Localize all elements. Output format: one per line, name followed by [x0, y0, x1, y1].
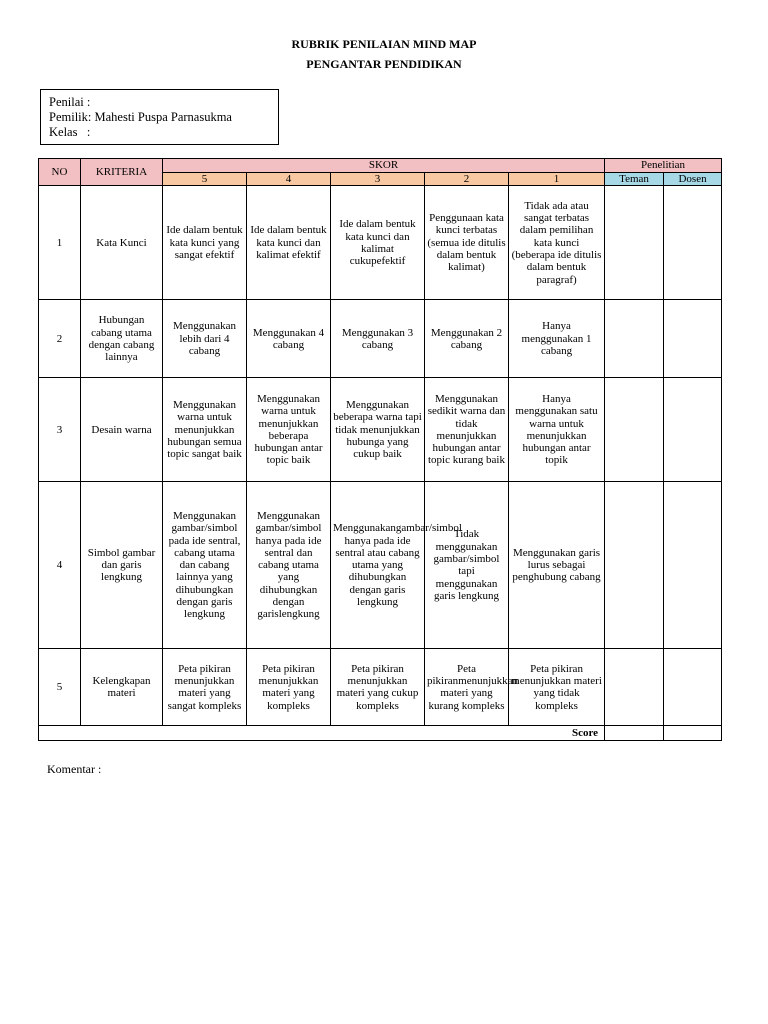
- cell-score-1: Hanya menggunakan 1 cabang: [509, 300, 605, 378]
- cell-score-5: Menggunakan lebih dari 4 cabang: [163, 300, 247, 378]
- row-kriteria: Simbol gambar dan garis lengkung: [81, 482, 163, 649]
- document-subtitle: PENGANTAR PENDIDIKAN: [306, 57, 462, 71]
- cell-dosen[interactable]: [664, 482, 722, 649]
- header-score-1: 1: [509, 173, 605, 186]
- row-no: 4: [39, 482, 81, 649]
- cell-dosen[interactable]: [664, 649, 722, 726]
- score-dosen[interactable]: [664, 726, 722, 741]
- cell-score-1: Tidak ada atau sangat terbatas dalam pemilihan kata kunci (beberapa ide ditulis dalam bentuk paragraf): [509, 186, 605, 300]
- header-no: NO: [39, 159, 81, 186]
- cell-score-2: Menggunakan sedikit warna dan tidak menunjukkan hubungan antar topic kurang baik: [425, 378, 509, 482]
- cell-score-1: Hanya menggunakan satu warna untuk menunjukkan hubungan antar topik: [509, 378, 605, 482]
- cell-teman[interactable]: [605, 482, 664, 649]
- header-score-2: 2: [425, 173, 509, 186]
- cell-score-3: Menggunakan 3 cabang: [331, 300, 425, 378]
- rubric-table: [38, 158, 722, 741]
- cell-score-5: Menggunakan gambar/simbol pada ide sentral, cabang utama dan cabang lainnya yang dihubungkan dengan garis lengkung: [163, 482, 247, 649]
- row-no: 2: [39, 300, 81, 378]
- row-no: 3: [39, 378, 81, 482]
- cell-score-2: Penggunaan kata kunci terbatas (semua ide ditulis dalam bentuk kalimat): [425, 186, 509, 300]
- score-row: [39, 726, 722, 741]
- cell-score-5: Menggunakan warna untuk menunjukkan hubungan semua topic sangat baik: [163, 378, 247, 482]
- cell-score-2: Menggunakan 2 cabang: [425, 300, 509, 378]
- cell-score-4: Menggunakan warna untuk menunjukkan beberapa hubungan antar topic baik: [247, 378, 331, 482]
- header-kriteria: KRITERIA: [81, 159, 163, 186]
- row-no: 5: [39, 649, 81, 726]
- cell-score-4: Menggunakan 4 cabang: [247, 300, 331, 378]
- cell-score-1: Peta pikiran menunjukkan materi yang tidak kompleks: [509, 649, 605, 726]
- header-score-5: 5: [163, 173, 247, 186]
- cell-score-3: Menggunakan beberapa warna tapi tidak menunjukkan hubunga yang cukup baik: [331, 378, 425, 482]
- pemilik-line: Pemilik: Mahesti Puspa Parnasukma: [49, 110, 232, 124]
- cell-dosen[interactable]: [664, 186, 722, 300]
- header-dosen: Dosen: [664, 173, 722, 186]
- table-row: [39, 378, 722, 482]
- table-row: [39, 186, 722, 300]
- cell-teman[interactable]: [605, 186, 664, 300]
- cell-score-2: Peta pikiranmenunjukkan materi yang kurang kompleks: [425, 649, 509, 726]
- row-kriteria: Kata Kunci: [81, 186, 163, 300]
- cell-dosen[interactable]: [664, 378, 722, 482]
- cell-score-1: Menggunakan garis lurus sebagai penghubung cabang: [509, 482, 605, 649]
- table-row: [39, 649, 722, 726]
- header-score-3: 3: [331, 173, 425, 186]
- header-score-4: 4: [247, 173, 331, 186]
- table-row: [39, 300, 722, 378]
- cell-teman[interactable]: [605, 649, 664, 726]
- cell-score-4: Ide dalam bentuk kata kunci dan kalimat efektif: [247, 186, 331, 300]
- cell-teman[interactable]: [605, 300, 664, 378]
- row-no: 1: [39, 186, 81, 300]
- cell-dosen[interactable]: [664, 300, 722, 378]
- cell-score-2: Tidak menggunakan gambar/simbol tapi menggunakan garis lengkung: [425, 482, 509, 649]
- cell-score-3: Menggunakangambar/simbol hanya pada ide sentral atau cabang utama yang dihubungkan dengan garis lengkung: [331, 482, 425, 649]
- row-kriteria: Hubungan cabang utama dengan cabang lainnya: [81, 300, 163, 378]
- header-penelitian: Penelitian: [605, 159, 722, 173]
- row-kriteria: Kelengkapan materi: [81, 649, 163, 726]
- document-title: RUBRIK PENILAIAN MIND MAP: [291, 37, 477, 51]
- score-label: Score: [39, 726, 605, 741]
- penilai-line: Penilai :: [49, 95, 91, 109]
- table-row: [39, 482, 722, 649]
- cell-score-4: Menggunakan gambar/simbol hanya pada ide sentral dan cabang utama yang dihubungkan dengan garislengkung: [247, 482, 331, 649]
- header-teman: Teman: [605, 173, 664, 186]
- kelas-line: Kelas :: [49, 125, 91, 139]
- score-teman[interactable]: [605, 726, 664, 741]
- cell-teman[interactable]: [605, 378, 664, 482]
- cell-score-5: Ide dalam bentuk kata kunci yang sangat efektif: [163, 186, 247, 300]
- header-skor: SKOR: [163, 159, 605, 173]
- cell-score-5: Peta pikiran menunjukkan materi yang sangat kompleks: [163, 649, 247, 726]
- komentar-label: Komentar :: [47, 762, 102, 776]
- cell-score-4: Peta pikiran menunjukkan materi yang kompleks: [247, 649, 331, 726]
- cell-score-3: Peta pikiran menunjukkan materi yang cukup kompleks: [331, 649, 425, 726]
- info-box: [40, 89, 279, 145]
- row-kriteria: Desain warna: [81, 378, 163, 482]
- cell-score-3: Ide dalam bentuk kata kunci dan kalimat cukupefektif: [331, 186, 425, 300]
